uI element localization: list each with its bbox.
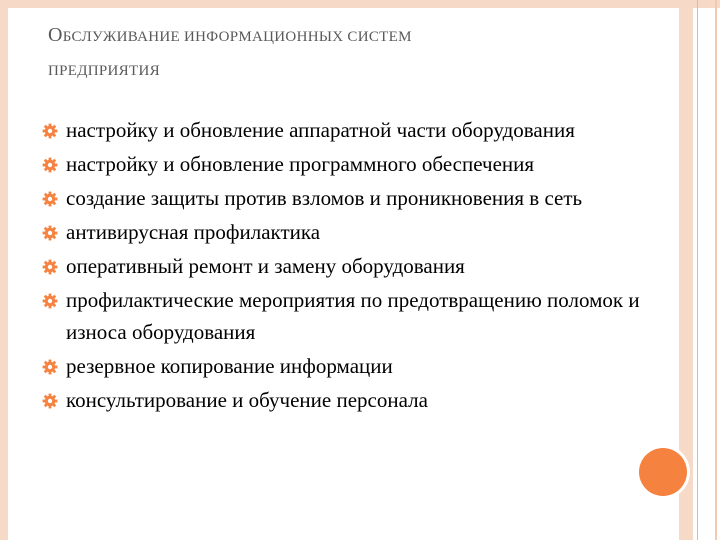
list-item (42, 182, 672, 214)
list-item (42, 148, 672, 180)
list-item (42, 114, 672, 146)
gear-bullet-icon (42, 293, 58, 309)
gear-bullet-icon (42, 259, 58, 275)
list-item (42, 250, 672, 282)
gear-bullet-icon (42, 359, 58, 375)
gear-bullet-icon (42, 393, 58, 409)
list-item-text: настройку и обновление аппаратной части оборудования (66, 118, 575, 142)
slide-title (48, 18, 648, 88)
list-item (42, 350, 672, 382)
decorative-orange-circle (639, 448, 687, 496)
list-item-text: консультирование и обучение персонала (66, 388, 428, 412)
title-first-letter: О (48, 24, 63, 46)
gear-bullet-icon (42, 123, 58, 139)
list-item-text: антивирусная профилактика (66, 220, 321, 244)
list-item (42, 216, 672, 248)
list-item-text: настройку и обновление программного обеспечения (66, 152, 535, 176)
slide-title-line-1 (48, 18, 648, 54)
list-item-text: резервное копирование информации (66, 354, 393, 378)
list-item-text: профилактические мероприятия по предотвращению поломок и износа оборудования (66, 288, 640, 344)
gear-bullet-icon (42, 191, 58, 207)
frame-top-border (0, 0, 720, 8)
list-item-text: создание защиты против взломов и проникновения в сеть (66, 186, 583, 210)
gear-bullet-icon (42, 157, 58, 173)
frame-left-border (0, 0, 8, 540)
title-rest-line-1: БСЛУЖИВАНИЕ ИНФОРМАЦИОННЫХ СИСТЕМ (62, 29, 412, 45)
slide-title-line-2: ПРЕДПРИЯТИЯ (48, 63, 160, 79)
frame-right-line-outer (715, 0, 717, 540)
list-item (42, 384, 672, 416)
bullet-list (42, 114, 672, 418)
list-item (42, 284, 672, 348)
frame-right-line (697, 0, 698, 540)
list-item-text: оперативный ремонт и замену оборудования (66, 254, 465, 278)
gear-bullet-icon (42, 225, 58, 241)
